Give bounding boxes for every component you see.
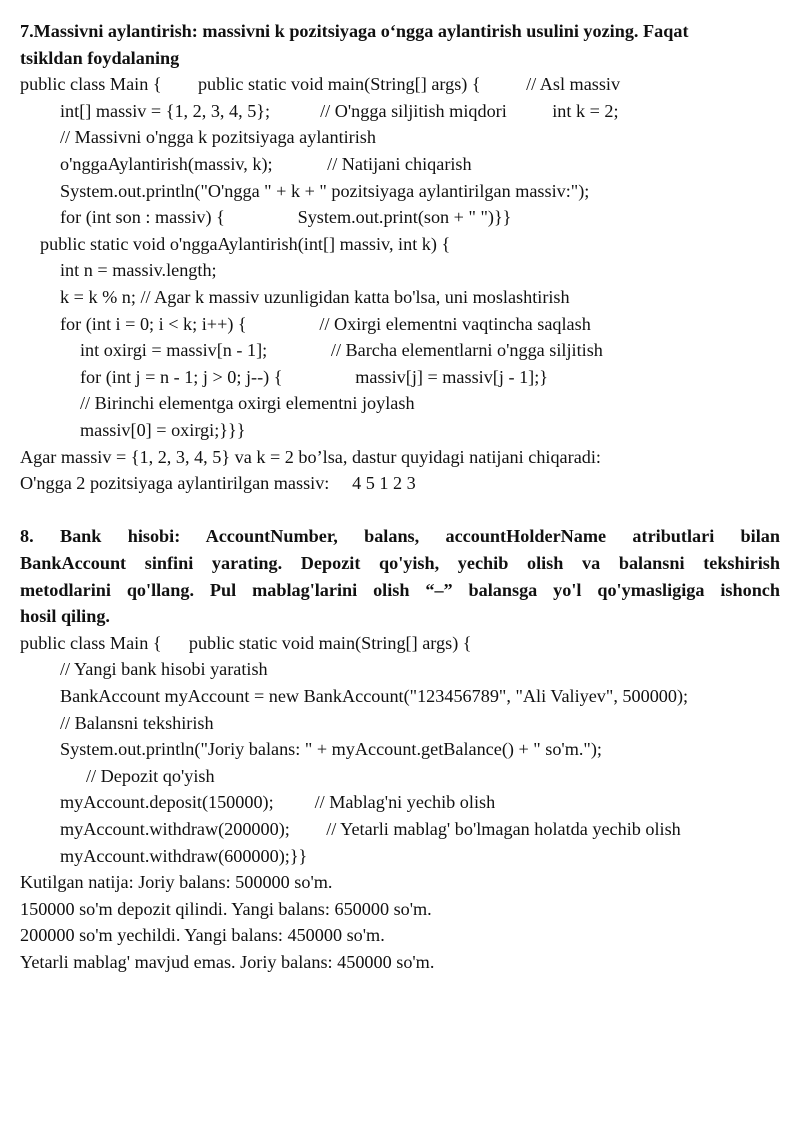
task8-code-line: myAccount.withdraw(200000); // Yetarli mablag' bo'lmagan holatda yechib olish [60, 819, 681, 839]
task7-code-line: k = k % n; // Agar k massiv uzunligidan katta bo'lsa, uni moslashtirish [60, 287, 570, 307]
task8-code-line: public class Main { public static void main(String[] args) { [20, 632, 472, 653]
task8-code-line: // Depozit qo'yish [86, 765, 215, 786]
task8-title-line1: 8. Bank hisobi: AccountNumber, balans, accountHolderName atributlari bilan [20, 526, 780, 547]
task8-code-line: myAccount.withdraw(600000);}} [60, 845, 308, 866]
task8-title-line4: hosil qiling. [20, 606, 110, 627]
task7-code-line: // Massivni o'ngga k pozitsiyaga aylantirish [60, 127, 376, 148]
task8-code-line: System.out.println("Joriy balans: " + myAccount.getBalance() + " so'm."); [60, 739, 602, 760]
task7-code-line: // Birinchi elementga oxirgi elementni joylash [80, 393, 415, 414]
task8-title-line2: BankAccount sinfini yarating. Depozit qo'yish, yechib olish va balansni tekshirish [20, 553, 780, 573]
task7-code-line: public static void o'nggaAylantirish(int[] massiv, int k) { [40, 233, 451, 254]
task7-title-line2: tsikldan foydalaning [20, 47, 180, 68]
task7-code-line: int[] massiv = {1, 2, 3, 4, 5}; // O'ngga siljitish miqdori int k = 2; [60, 100, 619, 121]
task8-code-line: myAccount.deposit(150000); // Mablag'ni yechib olish [60, 792, 496, 813]
task7-code-line: int n = massiv.length; [60, 260, 217, 281]
task7-code-line: int oxirgi = massiv[n - 1]; // Barcha elementlarni o'ngga siljitish [80, 340, 603, 361]
task8-code-line: // Yangi bank hisobi yaratish [60, 659, 268, 680]
task8-code-line: // Balansni tekshirish [60, 712, 214, 733]
task7-code-line: System.out.println("O'ngga " + k + " pozitsiyaga aylantirilgan massiv:"); [60, 180, 590, 201]
task8-output-line: 150000 so'm depozit qilindi. Yangi balans: 650000 so'm. [20, 898, 432, 919]
task8-output-line: Kutilgan natija: Joriy balans: 500000 so'm. [20, 872, 333, 893]
task7-code-line: for (int son : massiv) { System.out.print(son + " ")}} [60, 207, 512, 228]
task7-code-line: for (int i = 0; i < k; i++) { // Oxirgi elementni vaqtincha saqlash [60, 313, 591, 334]
task7-result-line2: O'ngga 2 pozitsiyaga aylantirilgan massiv: 4 5 1 2 3 [20, 473, 416, 494]
task7-code-line: o'nggaAylantirish(massiv, k); // Natijani chiqarish [60, 154, 472, 174]
task7-result-line1: Agar massiv = {1, 2, 3, 4, 5} va k = 2 bo’lsa, dastur quyidagi natijani chiqaradi: [20, 446, 601, 467]
task7-title-line1: 7.Massivni aylantirish: massivni k pozitsiyaga o‘ngga aylantirish usulini yozing. Faqat [20, 21, 689, 41]
task7-code-line: massiv[0] = oxirgi;}}} [80, 420, 246, 440]
task7-code-line: public class Main { public static void main(String[] args) { // Asl massiv [20, 74, 621, 95]
task8-output-line: 200000 so'm yechildi. Yangi balans: 450000 so'm. [20, 925, 385, 946]
task8-title-line3: metodlarini qo'llang. Pul mablag'larini olish “–” balansga yo'l qo'ymasligiga ishonch [20, 579, 780, 600]
task8-output-line: Yetarli mablag' mavjud emas. Joriy balans: 450000 so'm. [20, 952, 435, 972]
task7-code-line: for (int j = n - 1; j > 0; j--) { massiv[j] = massiv[j - 1];} [80, 366, 548, 387]
task8-code-line: BankAccount myAccount = new BankAccount("123456789", "Ali Valiyev", 500000); [60, 686, 689, 706]
